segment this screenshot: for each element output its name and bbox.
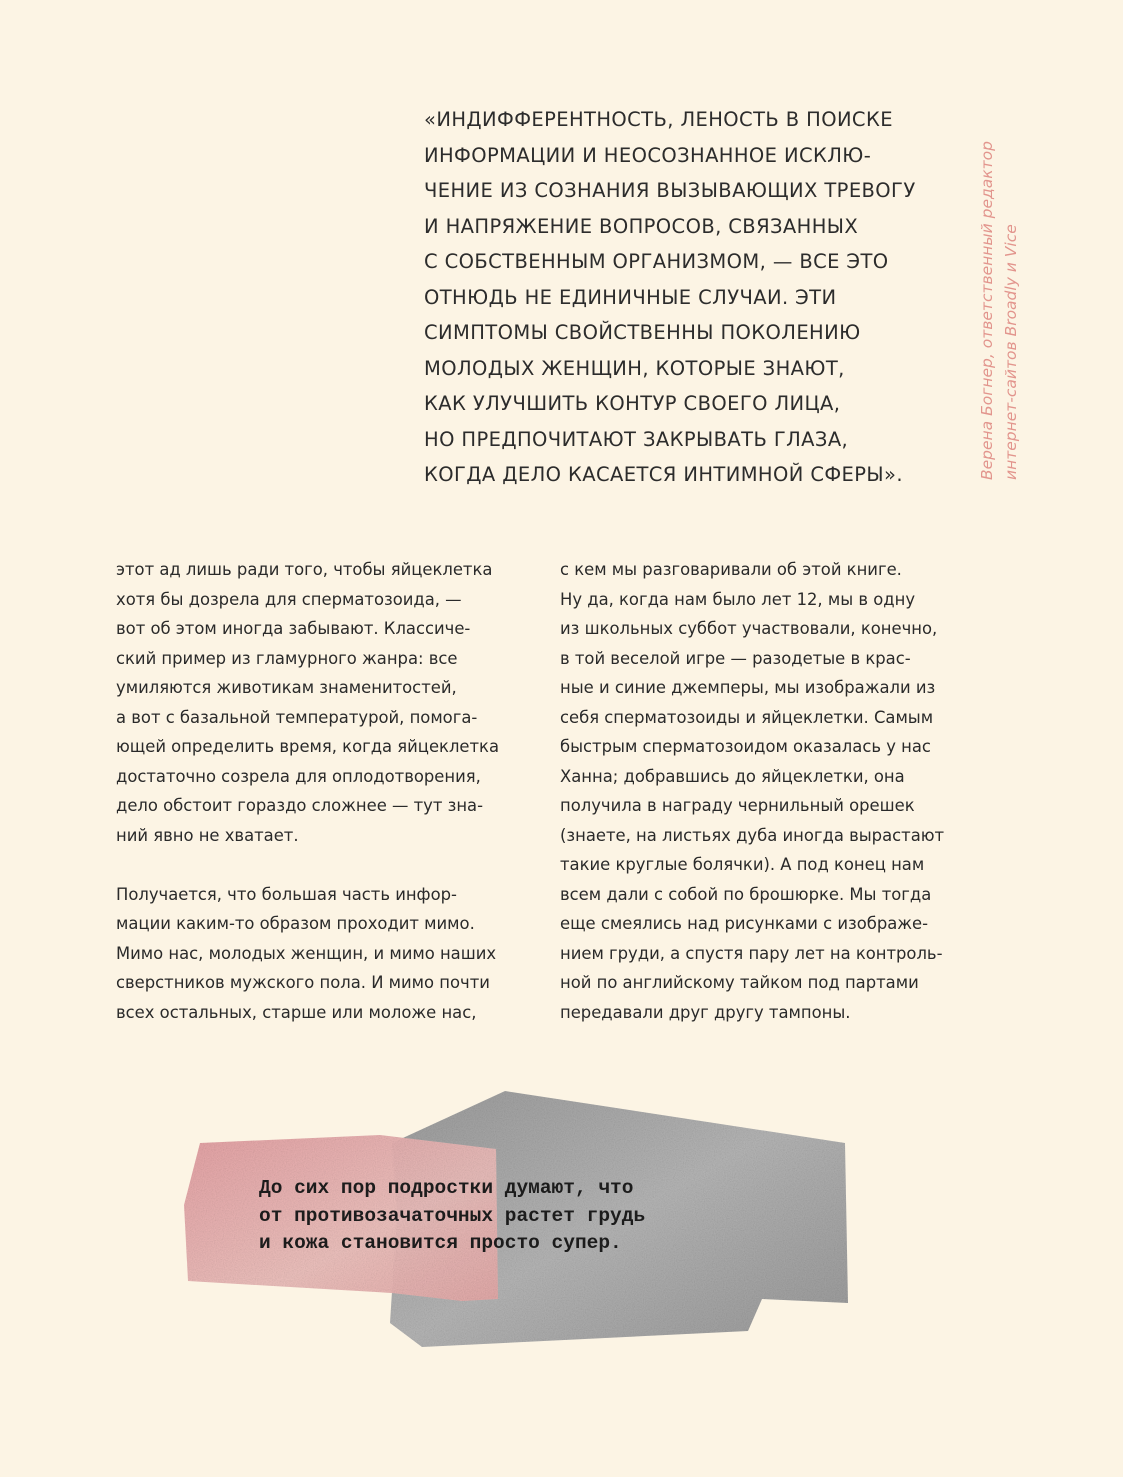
text-line: получила в награду чернильный орешек bbox=[560, 796, 915, 815]
text-line: быстрым сперматозоидом оказалась у нас bbox=[560, 737, 931, 756]
callout-line: от противозачаточных растет грудь bbox=[259, 1204, 646, 1227]
text-line: хотя бы дозрела для сперматозоида, — bbox=[116, 589, 462, 609]
quote-line: МОЛОДЫХ ЖЕНЩИН, КОТОРЫЕ ЗНАЮТ, bbox=[424, 356, 845, 380]
text-line: (знаете, на листьях дуба иногда вырастают bbox=[560, 825, 945, 845]
text-line: такие круглые болячки). А под конец нам bbox=[560, 855, 925, 874]
attribution-author: Верена Богнер, ответственный редактор bbox=[978, 141, 996, 480]
callout-text bbox=[259, 1175, 779, 1258]
text-line: с кем мы разговаривали об этой книге. bbox=[560, 560, 902, 579]
text-line: ний явно не хватает. bbox=[116, 825, 299, 845]
quote-line: ЧЕНИЕ ИЗ СОЗНАНИЯ ВЫЗЫВАЮЩИХ ТРЕВОГУ bbox=[424, 179, 916, 202]
text-line: нием груди, а спустя пару лет на контроль- bbox=[560, 943, 943, 963]
quote-line: НО ПРЕДПОЧИТАЮТ ЗАКРЫВАТЬ ГЛАЗА, bbox=[424, 427, 849, 451]
text-line: ные и синие джемперы, мы изображали из bbox=[560, 678, 936, 697]
callout-collage bbox=[180, 1085, 860, 1350]
quote-line: И НАПРЯЖЕНИЕ ВОПРОСОВ, СВЯЗАННЫХ bbox=[424, 214, 859, 238]
text-line: ющей определить время, когда яйцеклетка bbox=[116, 737, 500, 756]
callout-line: и кожа становится просто супер. bbox=[259, 1232, 622, 1254]
text-line: Ну да, когда нам было лет 12, мы в одну bbox=[560, 589, 916, 609]
paragraph-gap bbox=[116, 850, 536, 880]
callout-line: До сих пор подростки думают, что bbox=[259, 1177, 634, 1199]
text-line: достаточно созрела для оплодотворения, bbox=[116, 766, 481, 786]
quote-line: ИНФОРМАЦИИ И НЕОСОЗНАННОЕ ИСКЛЮ- bbox=[424, 143, 872, 167]
text-line: умиляются животикам знаменитостей, bbox=[116, 678, 457, 697]
text-line: сверстников мужского пола. И мимо почти bbox=[116, 973, 490, 992]
text-line: этот ад лишь ради того, чтобы яйцеклетка bbox=[116, 560, 493, 579]
text-line: мации каким-то образом проходит мимо. bbox=[116, 914, 475, 933]
quote-line: КОГДА ДЕЛО КАСАЕТСЯ ИНТИМНОЙ СФЕРЫ». bbox=[424, 463, 903, 486]
text-line: всех остальных, старше или моложе нас, bbox=[116, 1002, 477, 1022]
text-line: еще смеялись над рисунками с изображе- bbox=[560, 914, 929, 933]
body-column-right bbox=[560, 555, 980, 1027]
text-line: дело обстоит гораздо сложнее — тут зна- bbox=[116, 796, 484, 815]
text-line: в той веселой игре — разодетые в крас- bbox=[560, 648, 911, 668]
quote-attribution bbox=[975, 134, 1023, 480]
quote-line: «ИНДИФФЕРЕНТНОСТЬ, ЛЕНОСТЬ В ПОИСКЕ bbox=[424, 108, 893, 131]
text-line: из школьных суббот участвовали, конечно, bbox=[560, 619, 938, 638]
text-line: себя сперматозоиды и яйцеклетки. Самым bbox=[560, 707, 934, 727]
quote-line: ОТНЮДЬ НЕ ЕДИНИЧНЫЕ СЛУЧАИ. ЭТИ bbox=[424, 285, 837, 309]
text-line: ский пример из гламурного жанра: все bbox=[116, 648, 458, 668]
quote-line: СИМПТОМЫ СВОЙСТВЕННЫ ПОКОЛЕНИЮ bbox=[424, 321, 861, 344]
text-line: Мимо нас, молодых женщин, и мимо наших bbox=[116, 943, 497, 963]
text-line: вот об этом иногда забывают. Классиче- bbox=[116, 619, 471, 638]
text-line: Ханна; добравшись до яйцеклетки, она bbox=[560, 766, 905, 786]
text-line: ной по английскому тайком под партами bbox=[560, 973, 919, 992]
pull-quote bbox=[424, 102, 944, 493]
text-line: Получается, что большая часть инфор- bbox=[116, 884, 457, 904]
attribution-affiliation: интернет-сайтов Broadly и Vice bbox=[1002, 224, 1020, 480]
body-column-left bbox=[116, 555, 536, 1027]
quote-line: КАК УЛУЧШИТЬ КОНТУР СВОЕГО ЛИЦА, bbox=[424, 392, 841, 415]
text-line: всем дали с собой по брошюрке. Мы тогда bbox=[560, 884, 932, 904]
text-line: а вот с базальной температурой, помога- bbox=[116, 707, 478, 727]
text-line: передавали друг другу тампоны. bbox=[560, 1002, 851, 1022]
quote-line: С СОБСТВЕННЫМ ОРГАНИЗМОМ, — ВСЕ ЭТО bbox=[424, 250, 889, 273]
